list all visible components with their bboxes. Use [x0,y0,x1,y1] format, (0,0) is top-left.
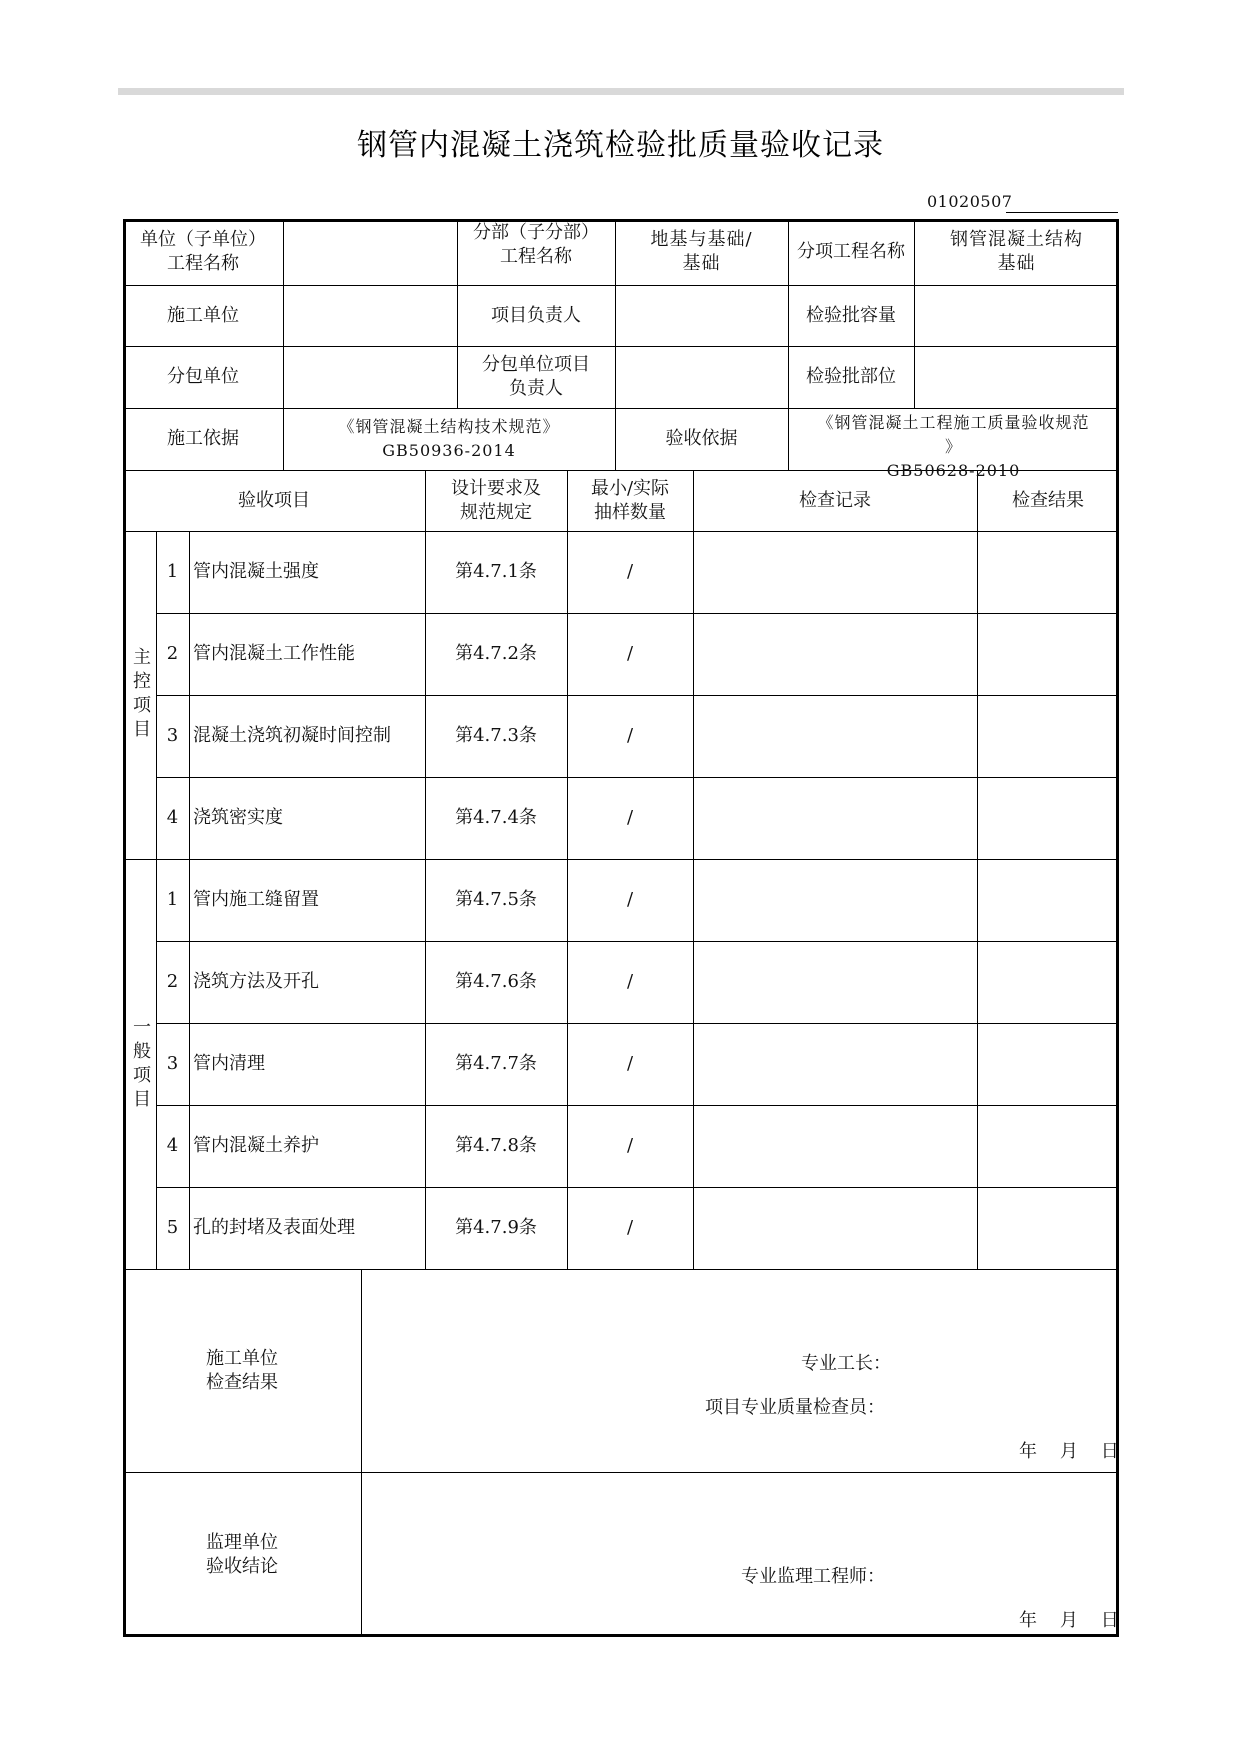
label-line: 工程名称 [167,253,239,274]
item-number: 4 [166,1135,179,1156]
division-name-label [457,219,615,285]
item-record-cell[interactable] [693,859,977,941]
value-line: 钢管混凝土结构 [950,229,1083,250]
sub-lead-label [457,346,615,408]
item-clause: 第4.7.1条 [455,561,537,582]
item-result-cell[interactable] [977,777,1119,859]
item-sample[interactable]: / [626,643,634,664]
item-name: 管内施工缝留置 [193,889,319,910]
col-acceptance-item: 验收项目 [238,489,310,511]
unit-name-value[interactable] [283,219,457,285]
group-char: 般 [133,1041,151,1062]
label-line: 单位（子单位） [140,229,266,250]
item-record-cell[interactable] [693,695,977,777]
item-record-cell[interactable] [693,613,977,695]
group-char: 目 [133,1089,151,1110]
contractor-check-area[interactable] [361,1269,1119,1472]
item-sample[interactable]: / [626,807,634,828]
value-line: 》 [944,437,962,456]
page-title: 钢管内混凝土浇筑检验批质量验收记录 [357,128,884,163]
supervising-engineer-label: 专业监理工程师： [741,1566,885,1587]
value-line: GB50628-2010 [886,461,1021,480]
label-line: 施工单位 [206,1347,278,1369]
value-line: 地基与基础/ [650,229,753,250]
supervisor-check-area[interactable] [361,1472,1119,1637]
item-sample[interactable]: / [626,889,634,910]
value-line: 《钢管混凝土结构技术规范》 [338,417,560,436]
group-char: 一 [133,1017,151,1038]
col-inspection-record: 检查记录 [799,489,871,511]
label-line: 负责人 [509,378,563,399]
item-clause: 第4.7.3条 [455,725,537,746]
item-result-cell[interactable] [977,941,1119,1023]
col-sample-size [567,470,693,531]
contractor-value[interactable] [283,285,457,346]
item-result-cell[interactable] [977,1023,1119,1105]
item-record-cell[interactable] [693,1105,977,1187]
item-record-cell[interactable] [693,531,977,613]
item-sample[interactable]: / [626,1053,634,1074]
unit-name-label [123,219,283,285]
item-clause: 第4.7.2条 [455,643,537,664]
item-name: 孔的封堵及表面处理 [193,1217,355,1238]
label-line: 工程名称 [500,246,572,267]
item-clause: 第4.7.9条 [455,1217,537,1238]
supervisor-check-label [123,1472,361,1637]
header-line: 抽样数量 [594,501,666,523]
item-number: 2 [166,643,179,664]
item-record-cell[interactable] [693,941,977,1023]
item-clause: 第4.7.6条 [455,971,537,992]
item-name: 管内混凝土养护 [193,1135,319,1156]
group-char: 项 [133,695,151,716]
value-line: GB50936-2014 [382,441,516,460]
top-divider [118,88,1124,95]
subcontractor-value[interactable] [283,346,457,408]
acceptance-basis-label: 验收依据 [665,428,738,449]
item-record-cell[interactable] [693,777,977,859]
item-number: 1 [166,889,179,910]
item-number: 3 [166,1053,179,1074]
batch-capacity-label: 检验批容量 [806,304,896,326]
header-line: 最小/实际 [590,477,670,499]
batch-location-value[interactable] [914,346,1119,408]
construction-basis-value[interactable] [283,408,615,470]
col-design-requirement [425,470,567,531]
item-name: 混凝土浇筑初凝时间控制 [193,725,391,746]
group-char: 项 [133,1065,151,1086]
item-name: 浇筑密实度 [193,807,283,828]
acceptance-basis-value[interactable] [788,408,1119,480]
item-result-cell[interactable] [977,613,1119,695]
construction-basis-label: 施工依据 [167,428,239,449]
item-clause: 第4.7.7条 [455,1053,537,1074]
form-code: 01020507 [927,192,1013,211]
quality-inspector-label: 项目专业质量检查员： [705,1397,885,1418]
value-line: 基础 [682,253,721,274]
foreman-signature-label: 专业工长： [801,1353,891,1374]
col-inspection-result: 检查结果 [1012,489,1084,511]
header-line: 规范规定 [460,501,532,523]
item-number: 5 [166,1217,179,1238]
contractor-date: 年 月 日 [1019,1441,1119,1462]
value-line: 基础 [997,253,1036,274]
project-lead-value[interactable] [615,285,788,346]
value-line: 《钢管混凝土工程施工质量验收规范 [817,413,1090,432]
item-result-cell[interactable] [977,695,1119,777]
general-group-label [129,1016,155,1112]
label-line: 分部（子分部） [473,222,599,243]
item-clause: 第4.7.8条 [455,1135,537,1156]
item-name: 管内混凝土工作性能 [193,643,355,664]
form-code-underline [1006,212,1118,213]
contractor-label: 施工单位 [167,304,239,326]
item-result-cell[interactable] [977,531,1119,613]
contractor-check-label [123,1269,361,1472]
item-result-cell[interactable] [977,1105,1119,1187]
item-sample[interactable]: / [626,1135,634,1156]
item-number: 3 [166,725,179,746]
item-number: 1 [166,561,179,582]
subitem-name-label: 分项工程名称 [797,241,905,262]
sub-lead-value[interactable] [615,346,788,408]
group-char: 目 [133,719,151,740]
label-line: 检查结果 [206,1371,278,1393]
batch-location-label: 检验批部位 [806,366,896,387]
item-sample[interactable]: / [626,561,634,582]
label-line: 验收结论 [206,1555,278,1577]
division-name-value[interactable] [615,219,788,285]
label-line: 分包单位项目 [482,354,590,375]
subitem-name-value[interactable] [914,219,1119,285]
item-name: 浇筑方法及开孔 [193,971,319,992]
group-char: 控 [133,671,151,692]
item-sample[interactable]: / [626,1217,634,1238]
item-number: 2 [166,971,179,992]
item-sample[interactable]: / [626,971,634,992]
main-control-group-label [129,646,155,742]
item-result-cell[interactable] [977,859,1119,941]
item-record-cell[interactable] [693,1187,977,1269]
item-name: 管内混凝土强度 [193,561,319,582]
project-lead-label: 项目负责人 [491,304,581,326]
item-record-cell[interactable] [693,1023,977,1105]
header-line: 设计要求及 [451,477,541,499]
subcontractor-label: 分包单位 [167,366,239,387]
item-number: 4 [166,807,179,828]
batch-capacity-value[interactable] [914,285,1119,346]
label-line: 监理单位 [206,1531,278,1553]
item-clause: 第4.7.5条 [455,889,537,910]
supervisor-date: 年 月 日 [1019,1610,1119,1631]
item-name: 管内清理 [193,1053,265,1074]
item-result-cell[interactable] [977,1187,1119,1269]
item-clause: 第4.7.4条 [455,807,537,828]
group-char: 主 [133,647,151,668]
item-sample[interactable]: / [626,725,634,746]
